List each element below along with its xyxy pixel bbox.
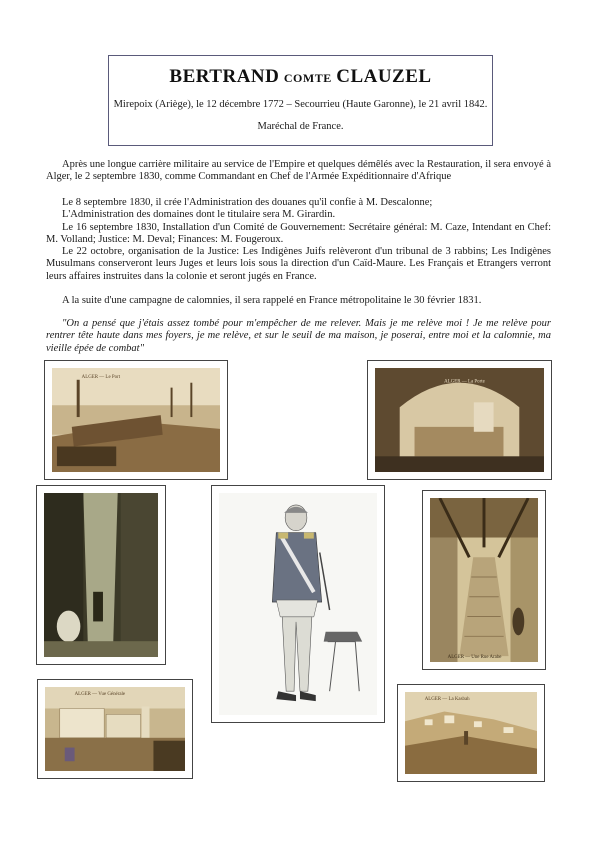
photo-white-city — [37, 679, 193, 779]
photo-stair-caption: ALGER — Une Rue Arabe — [447, 655, 502, 661]
admin-line-1: Le 8 septembre 1830, il crée l'Administration des douanes qu'il confie à M. Descalonne; — [62, 197, 433, 208]
photo-arcade-image — [375, 368, 544, 472]
photo-portrait-clauzel — [211, 485, 385, 723]
admin-line-3: Le 16 septembre 1830, Installation d'un Comité de Gouvernement: Secrétaire général: M. Caze, Intendant en Chef: M. Volland; Justice: M. Deval; Finances: M. Fougeroux. — [46, 221, 551, 245]
photo-arcade — [367, 360, 552, 480]
photo-stair-street-image — [430, 498, 538, 662]
quote-paragraph — [46, 318, 551, 355]
paragraph-recall-text: A la suite d'une campagne de calomnies, il sera rappelé en France métropolitaine le 30 février 1831. — [62, 295, 482, 306]
photo-harbor — [44, 360, 228, 480]
birth-death-line: Mirepoix (Ariège), le 12 décembre 1772 – Secourrieu (Haute Garonne), le 21 avril 1842. — [113, 99, 488, 110]
rank-line: Maréchal de France. — [257, 121, 344, 132]
photo-hillside-kasbah — [397, 684, 545, 782]
paragraph-administration — [46, 197, 551, 283]
photo-white-city-image — [45, 687, 185, 771]
photo-harbor-caption: ALGER — Le Port — [81, 374, 121, 380]
photo-harbor-image — [52, 368, 220, 472]
photo-casbah-street-image — [44, 493, 158, 657]
photo-white-city-caption: ALGER — Vue Générale — [74, 691, 126, 697]
name-last: CLAUZEL — [336, 66, 432, 87]
paragraph-recall — [46, 295, 551, 307]
photo-stair-street — [422, 490, 546, 670]
paragraph-career-text: Après une longue carrière militaire au service de l'Empire et quelques démêlés avec la Restauration, il sera envoyé à Alger, le 2 septembre 1830, comme Commandant en Chef de l'Armée Expéditionnaire d'Afrique — [46, 159, 551, 183]
page-title — [109, 66, 492, 88]
name-first: BERTRAND — [169, 66, 280, 87]
admin-line-2: L'Administration des domaines dont le titulaire sera M. Girardin. — [62, 209, 336, 221]
photo-arcade-caption: ALGER — La Porte — [444, 379, 485, 385]
photo-hillside-caption: ALGER — La Kasbah — [424, 696, 470, 702]
photo-hillside-image — [405, 692, 537, 774]
name-comte: COMTE — [283, 71, 332, 85]
paragraph-career — [46, 159, 551, 184]
photo-casbah-street — [36, 485, 166, 665]
quote-text: "On a pensé que j'étais assez tombé pour m'empêcher de me relever. Mais je me relève moi ! Je me relève pour rentrer tête haute dans mes foyers, je me relève, et sur le seuil de ma maison, je poserai, entre moi et la calomnie, ma vieille épée de combat" — [46, 318, 551, 354]
admin-line-4: Le 22 octobre, organisation de la Justice: Les Indigènes Juifs relèveront d'un tribunal de 3 rabbins; Les Indigènes Musulmans conserveront leurs Juges et leurs lois sous la direction d'un Caïd-Maure. Les Français et Etrangers verront leurs affaires instruites dans la colonie et seront jugés en France. — [46, 246, 551, 282]
title-box — [108, 55, 493, 146]
portrait-engraving — [219, 493, 377, 715]
